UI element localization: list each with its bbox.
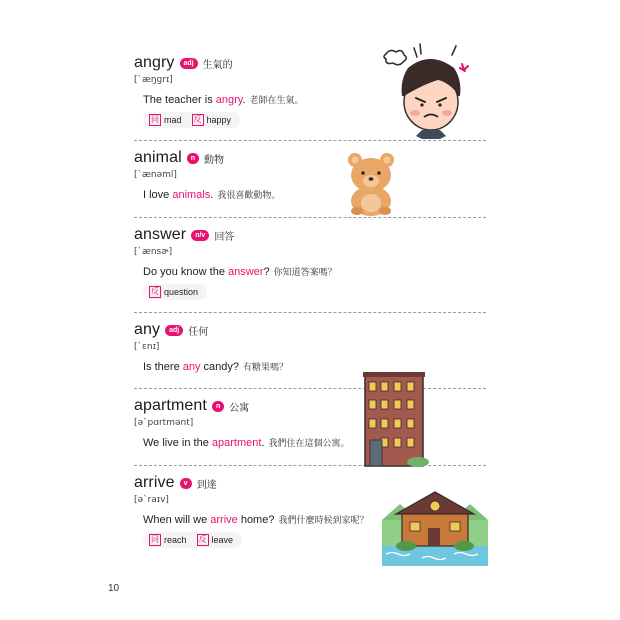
sentence-part: We live in the <box>143 437 212 449</box>
antonym-tag <box>192 114 232 126</box>
divider <box>134 388 486 389</box>
tag-text: happy <box>206 115 232 125</box>
tag-text: reach <box>164 535 187 545</box>
pos-badge: v <box>180 478 192 489</box>
tag-mark: 同 <box>151 115 159 124</box>
sentence-part: . <box>242 94 246 106</box>
entry-definition: 生氣的 <box>202 59 233 71</box>
angry-boy-icon <box>378 40 482 140</box>
tag-mark: 反 <box>193 115 202 124</box>
entry-definition: 動物 <box>204 154 225 166</box>
sentence-translation: 老師在生氣。 <box>249 96 304 106</box>
tag-mark: 同 <box>151 535 159 544</box>
divider <box>134 312 486 313</box>
page-number: 10 <box>108 583 120 594</box>
synonym-tag <box>149 114 182 126</box>
divider <box>134 140 486 141</box>
apartment-building-icon <box>362 372 432 468</box>
entry-ipa: [ˋæŋgrɪ] <box>134 75 173 85</box>
antonym-tag <box>149 286 198 298</box>
entry-ipa: [əˋraɪv] <box>134 495 169 505</box>
sentence-translation: 我們什麼時候到家呢？ <box>278 516 369 526</box>
tag-text: mad <box>164 115 182 125</box>
entry-any <box>134 320 486 373</box>
synonym-tag <box>149 534 187 546</box>
entry-animal <box>134 148 486 201</box>
sentence-part: ? <box>263 266 270 278</box>
entry-word: animal <box>134 149 182 166</box>
entry-ipa: [ˋænsɚ] <box>134 247 173 257</box>
pos-badge: adj <box>165 325 183 336</box>
entry-definition: 回答 <box>214 231 235 243</box>
sentence-part: The teacher is <box>143 94 216 106</box>
entry-word: arrive <box>134 474 175 491</box>
tag-mark: 反 <box>198 535 207 544</box>
entry-apartment <box>134 396 486 449</box>
sentence-part: I love <box>143 189 173 201</box>
entry-definition: 任何 <box>188 326 209 338</box>
entry-word: apartment <box>134 397 207 414</box>
pos-badge: n <box>187 153 199 164</box>
pos-badge: adj <box>180 58 198 69</box>
sentence-highlight: angry <box>215 94 243 106</box>
sentence-part: Do you know the <box>143 266 228 278</box>
example-sentence <box>143 265 486 278</box>
example-sentence <box>143 188 486 201</box>
entry-definition: 公寓 <box>229 402 250 414</box>
entry-ipa: [ˋɛnɪ] <box>134 342 160 352</box>
tag-text: question <box>164 287 199 297</box>
divider <box>134 465 486 466</box>
divider <box>134 217 486 218</box>
sentence-part: Is there <box>143 361 183 373</box>
sentence-part: . <box>261 437 265 449</box>
sentence-part: candy? <box>200 361 240 373</box>
entry-ipa: [ˋænəml] <box>134 170 177 180</box>
sentence-part: . <box>210 189 214 201</box>
sentence-highlight: apartment <box>211 437 262 449</box>
sentence-highlight: animals <box>172 189 211 201</box>
house-icon <box>382 490 488 566</box>
sentence-highlight: arrive <box>210 514 238 526</box>
synonym-antonym-tags <box>143 532 242 548</box>
example-sentence <box>143 436 486 449</box>
sentence-translation: 我們住在這個公寓。 <box>268 439 350 449</box>
sentence-translation: 你知道答案嗎？ <box>273 268 337 278</box>
entry-definition: 到達 <box>196 479 217 491</box>
entry-answer <box>134 225 486 300</box>
entry-word: angry <box>134 54 175 71</box>
sentence-highlight: answer <box>228 266 264 278</box>
example-sentence <box>143 360 486 373</box>
antonym-tags <box>143 284 207 300</box>
antonym-tag <box>197 534 234 546</box>
sentence-part: When will we <box>143 514 211 526</box>
pos-badge: n/v <box>191 230 209 241</box>
tag-text: leave <box>211 535 234 545</box>
entry-word: answer <box>134 226 187 243</box>
entry-ipa: [əˋpɑrtmənt] <box>134 418 194 428</box>
sentence-translation: 有糖果嗎？ <box>243 363 289 373</box>
sentence-part: home? <box>237 514 275 526</box>
synonym-antonym-tags <box>143 112 240 128</box>
sentence-highlight: any <box>182 361 201 373</box>
entry-word: any <box>134 321 161 338</box>
teddy-bear-icon <box>344 151 398 217</box>
sentence-translation: 我很喜歡動物。 <box>217 191 281 201</box>
tag-mark: 反 <box>151 287 159 296</box>
pos-badge: n <box>212 401 224 412</box>
